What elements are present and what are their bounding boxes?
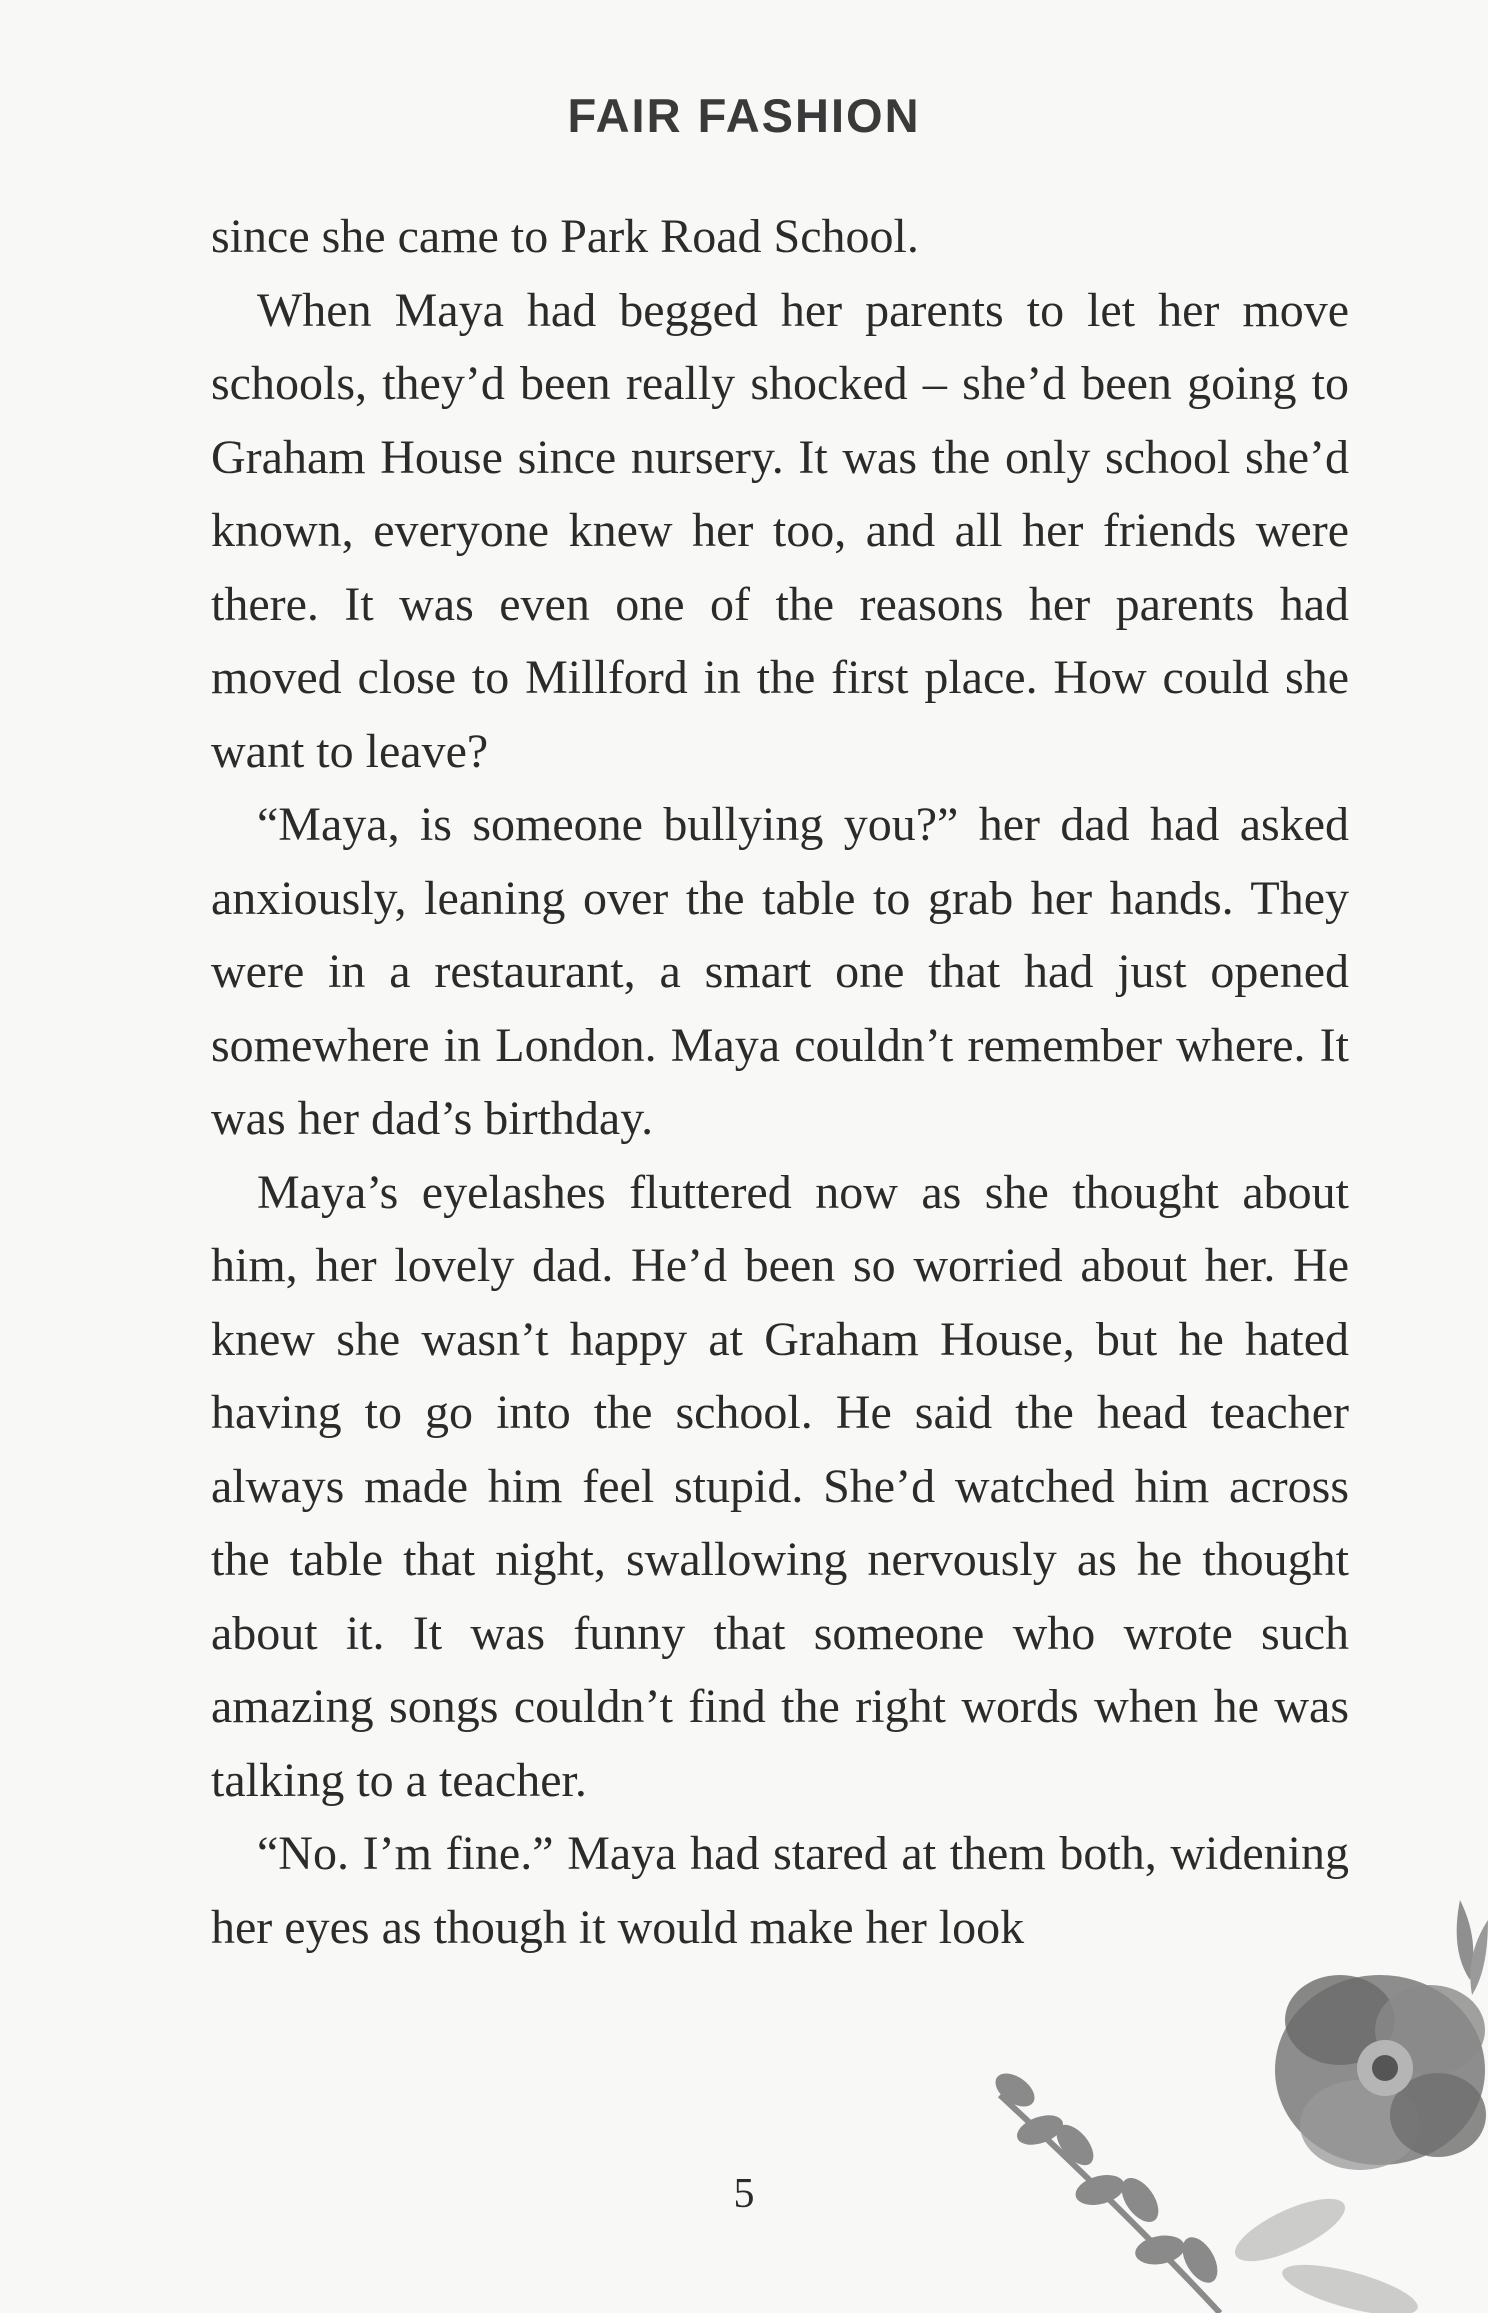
- leaf-sprig-icon: [990, 2067, 1225, 2313]
- leaf-icon: [1457, 1900, 1488, 1995]
- paragraph: “No. I’m fine.” Maya had stared at them both, widening her eyes as though it would make her look: [211, 1827, 1349, 1954]
- paragraph: Maya’s eyelashes fluttered now as she thought about him, her lovely dad. He’d been so worried about her. He knew she wasn’t happy at Graham House, but he hated having to go into the school. He said the head teacher always made him feel stupid. She’d watched him across the table that night, swallowing nervously as he thought about it. It was funny that someone who wrote such amazing songs couldn’t find the right words when he was talking to a teacher.: [211, 1165, 1349, 1807]
- running-header: FAIR FASHION: [567, 89, 921, 142]
- shadow-leaf-icon: [1227, 2187, 1422, 2313]
- paragraph: since she came to Park Road School.: [211, 210, 919, 263]
- paragraph: “Maya, is someone bullying you?” her dad had asked anxiously, leaning over the table to grab her hands. They were in a restaurant, a smart one that had just opened somewhere in London. Maya couldn’t remember where. It was her dad’s birthday.: [211, 798, 1349, 1145]
- paragraph: When Maya had begged her parents to let her move schools, they’d been really shocked – she’d been going to Graham House since nursery. It was the only school she’d known, everyone knew her too, and all her friends were there. It was even one of the reasons her parents had moved close to Millford in the first place. How could she want to leave?: [211, 283, 1349, 778]
- flower-icon: [1275, 1975, 1486, 2170]
- page-number: 5: [733, 2171, 755, 2217]
- body-text: [211, 200, 1349, 1964]
- floral-decoration-icon: [960, 1900, 1488, 2313]
